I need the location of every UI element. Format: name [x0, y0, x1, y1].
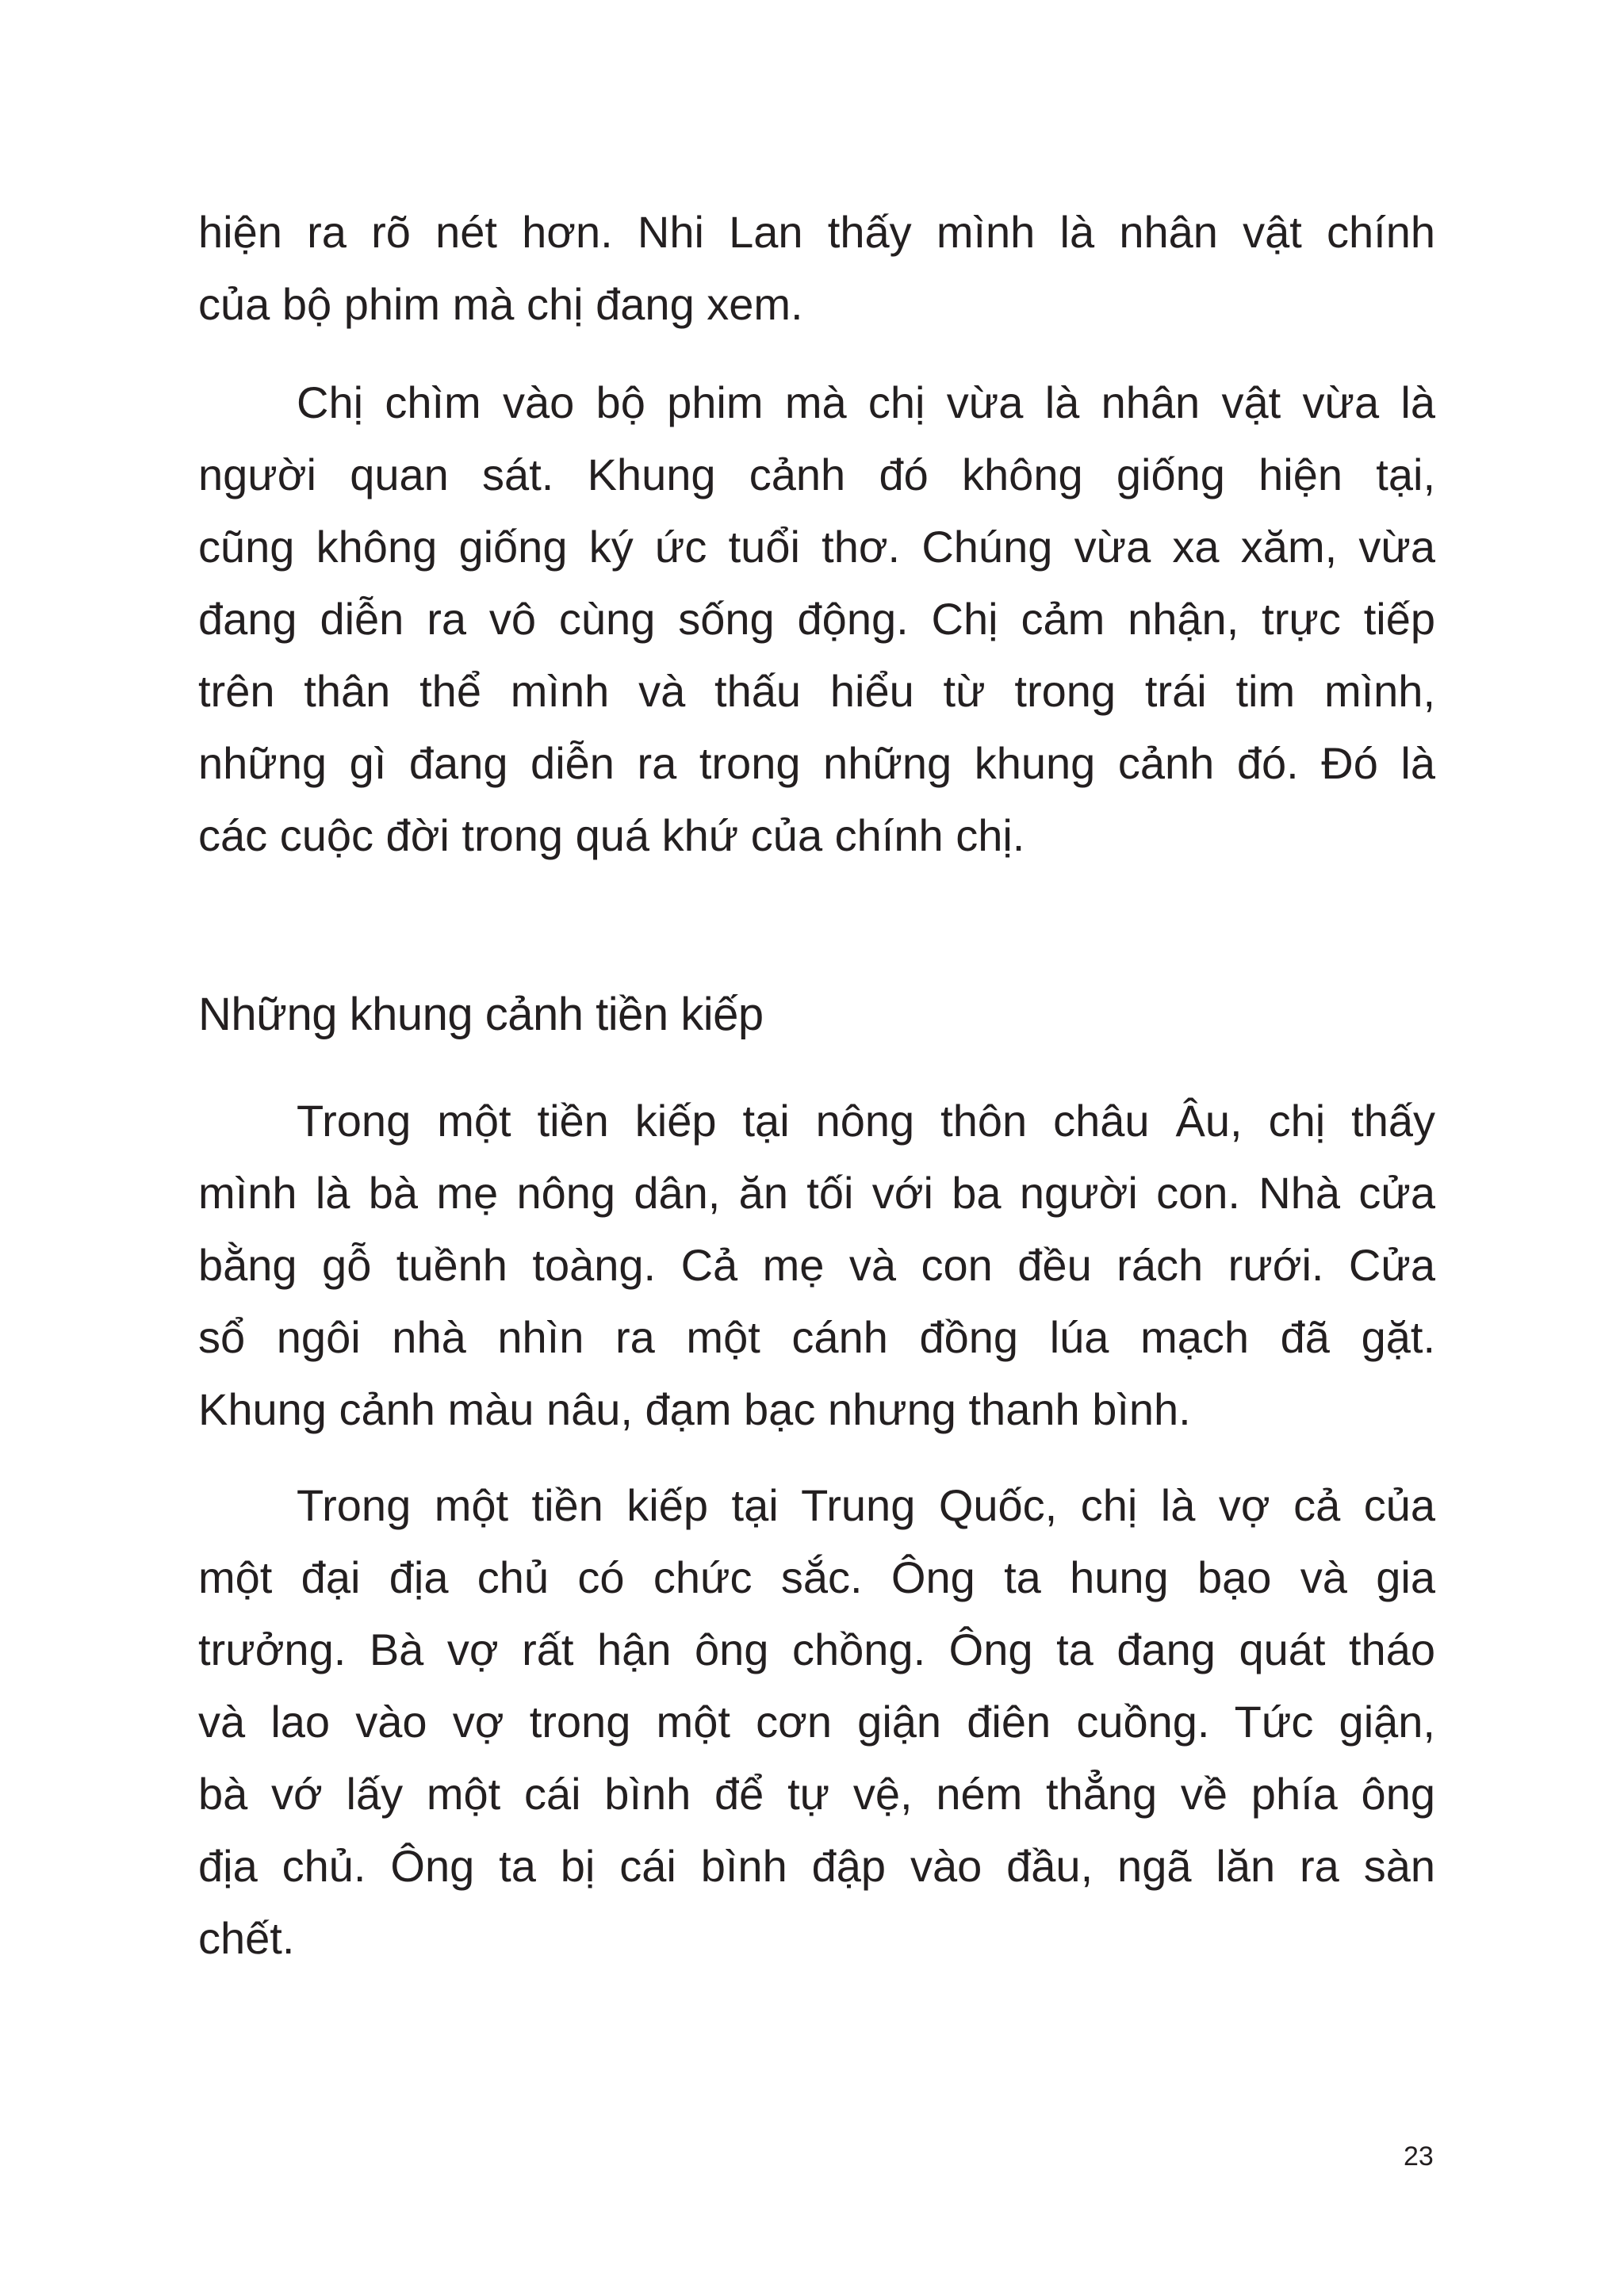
- paragraph-1: [198, 196, 1435, 340]
- text-line: bà vớ lấy một cái bình để tự vệ, ném thẳng về phía ông: [198, 1769, 1435, 1819]
- text-line: mình là bà mẹ nông dân, ăn tối với ba người con. Nhà cửa: [198, 1168, 1435, 1218]
- text-line: của bộ phim mà chị đang xem.: [198, 279, 803, 329]
- text-line: Chị chìm vào bộ phim mà chị vừa là nhân vật vừa là: [297, 377, 1435, 427]
- text-line: Trong một tiền kiếp tại Trung Quốc, chị là vợ cả của: [297, 1480, 1435, 1530]
- text-line: Khung cảnh màu nâu, đạm bạc nhưng thanh bình.: [198, 1384, 1191, 1434]
- text-line: những gì đang diễn ra trong những khung cảnh đó. Đó là: [198, 738, 1435, 788]
- text-line: địa chủ. Ông ta bị cái bình đập vào đầu, ngã lăn ra sàn: [198, 1841, 1435, 1891]
- paragraph-3: [198, 1085, 1435, 1445]
- section-heading: Những khung cảnh tiền kiếp: [198, 989, 764, 1040]
- text-line: bằng gỗ tuềnh toàng. Cả mẹ và con đều rách rưới. Cửa: [198, 1240, 1435, 1290]
- text-line: người quan sát. Khung cảnh đó không giống hiện tại,: [198, 450, 1435, 499]
- text-line: Trong một tiền kiếp tại nông thôn châu Âu, chị thấy: [297, 1096, 1435, 1146]
- page-number: 23: [1404, 2141, 1434, 2172]
- text-line: trên thân thể mình và thấu hiểu từ trong trái tim mình,: [198, 666, 1435, 716]
- text-line: các cuộc đời trong quá khứ của chính chị.: [198, 810, 1025, 860]
- text-line: chết.: [198, 1913, 295, 1963]
- paragraph-2: [198, 366, 1435, 871]
- text-line: đang diễn ra vô cùng sống động. Chị cảm nhận, trực tiếp: [198, 594, 1435, 644]
- paragraph-4: [198, 1469, 1435, 1974]
- text-line: hiện ra rõ nét hơn. Nhi Lan thấy mình là nhân vật chính: [198, 207, 1435, 257]
- text-line: cũng không giống ký ức tuổi thơ. Chúng vừa xa xăm, vừa: [198, 522, 1435, 572]
- text-line: một đại địa chủ có chức sắc. Ông ta hung bạo và gia: [198, 1552, 1435, 1602]
- text-line: trưởng. Bà vợ rất hận ông chồng. Ông ta đang quát tháo: [198, 1624, 1435, 1674]
- text-line: sổ ngôi nhà nhìn ra một cánh đồng lúa mạch đã gặt.: [198, 1312, 1435, 1362]
- text-line: và lao vào vợ trong một cơn giận điên cuồng. Tức giận,: [198, 1697, 1435, 1747]
